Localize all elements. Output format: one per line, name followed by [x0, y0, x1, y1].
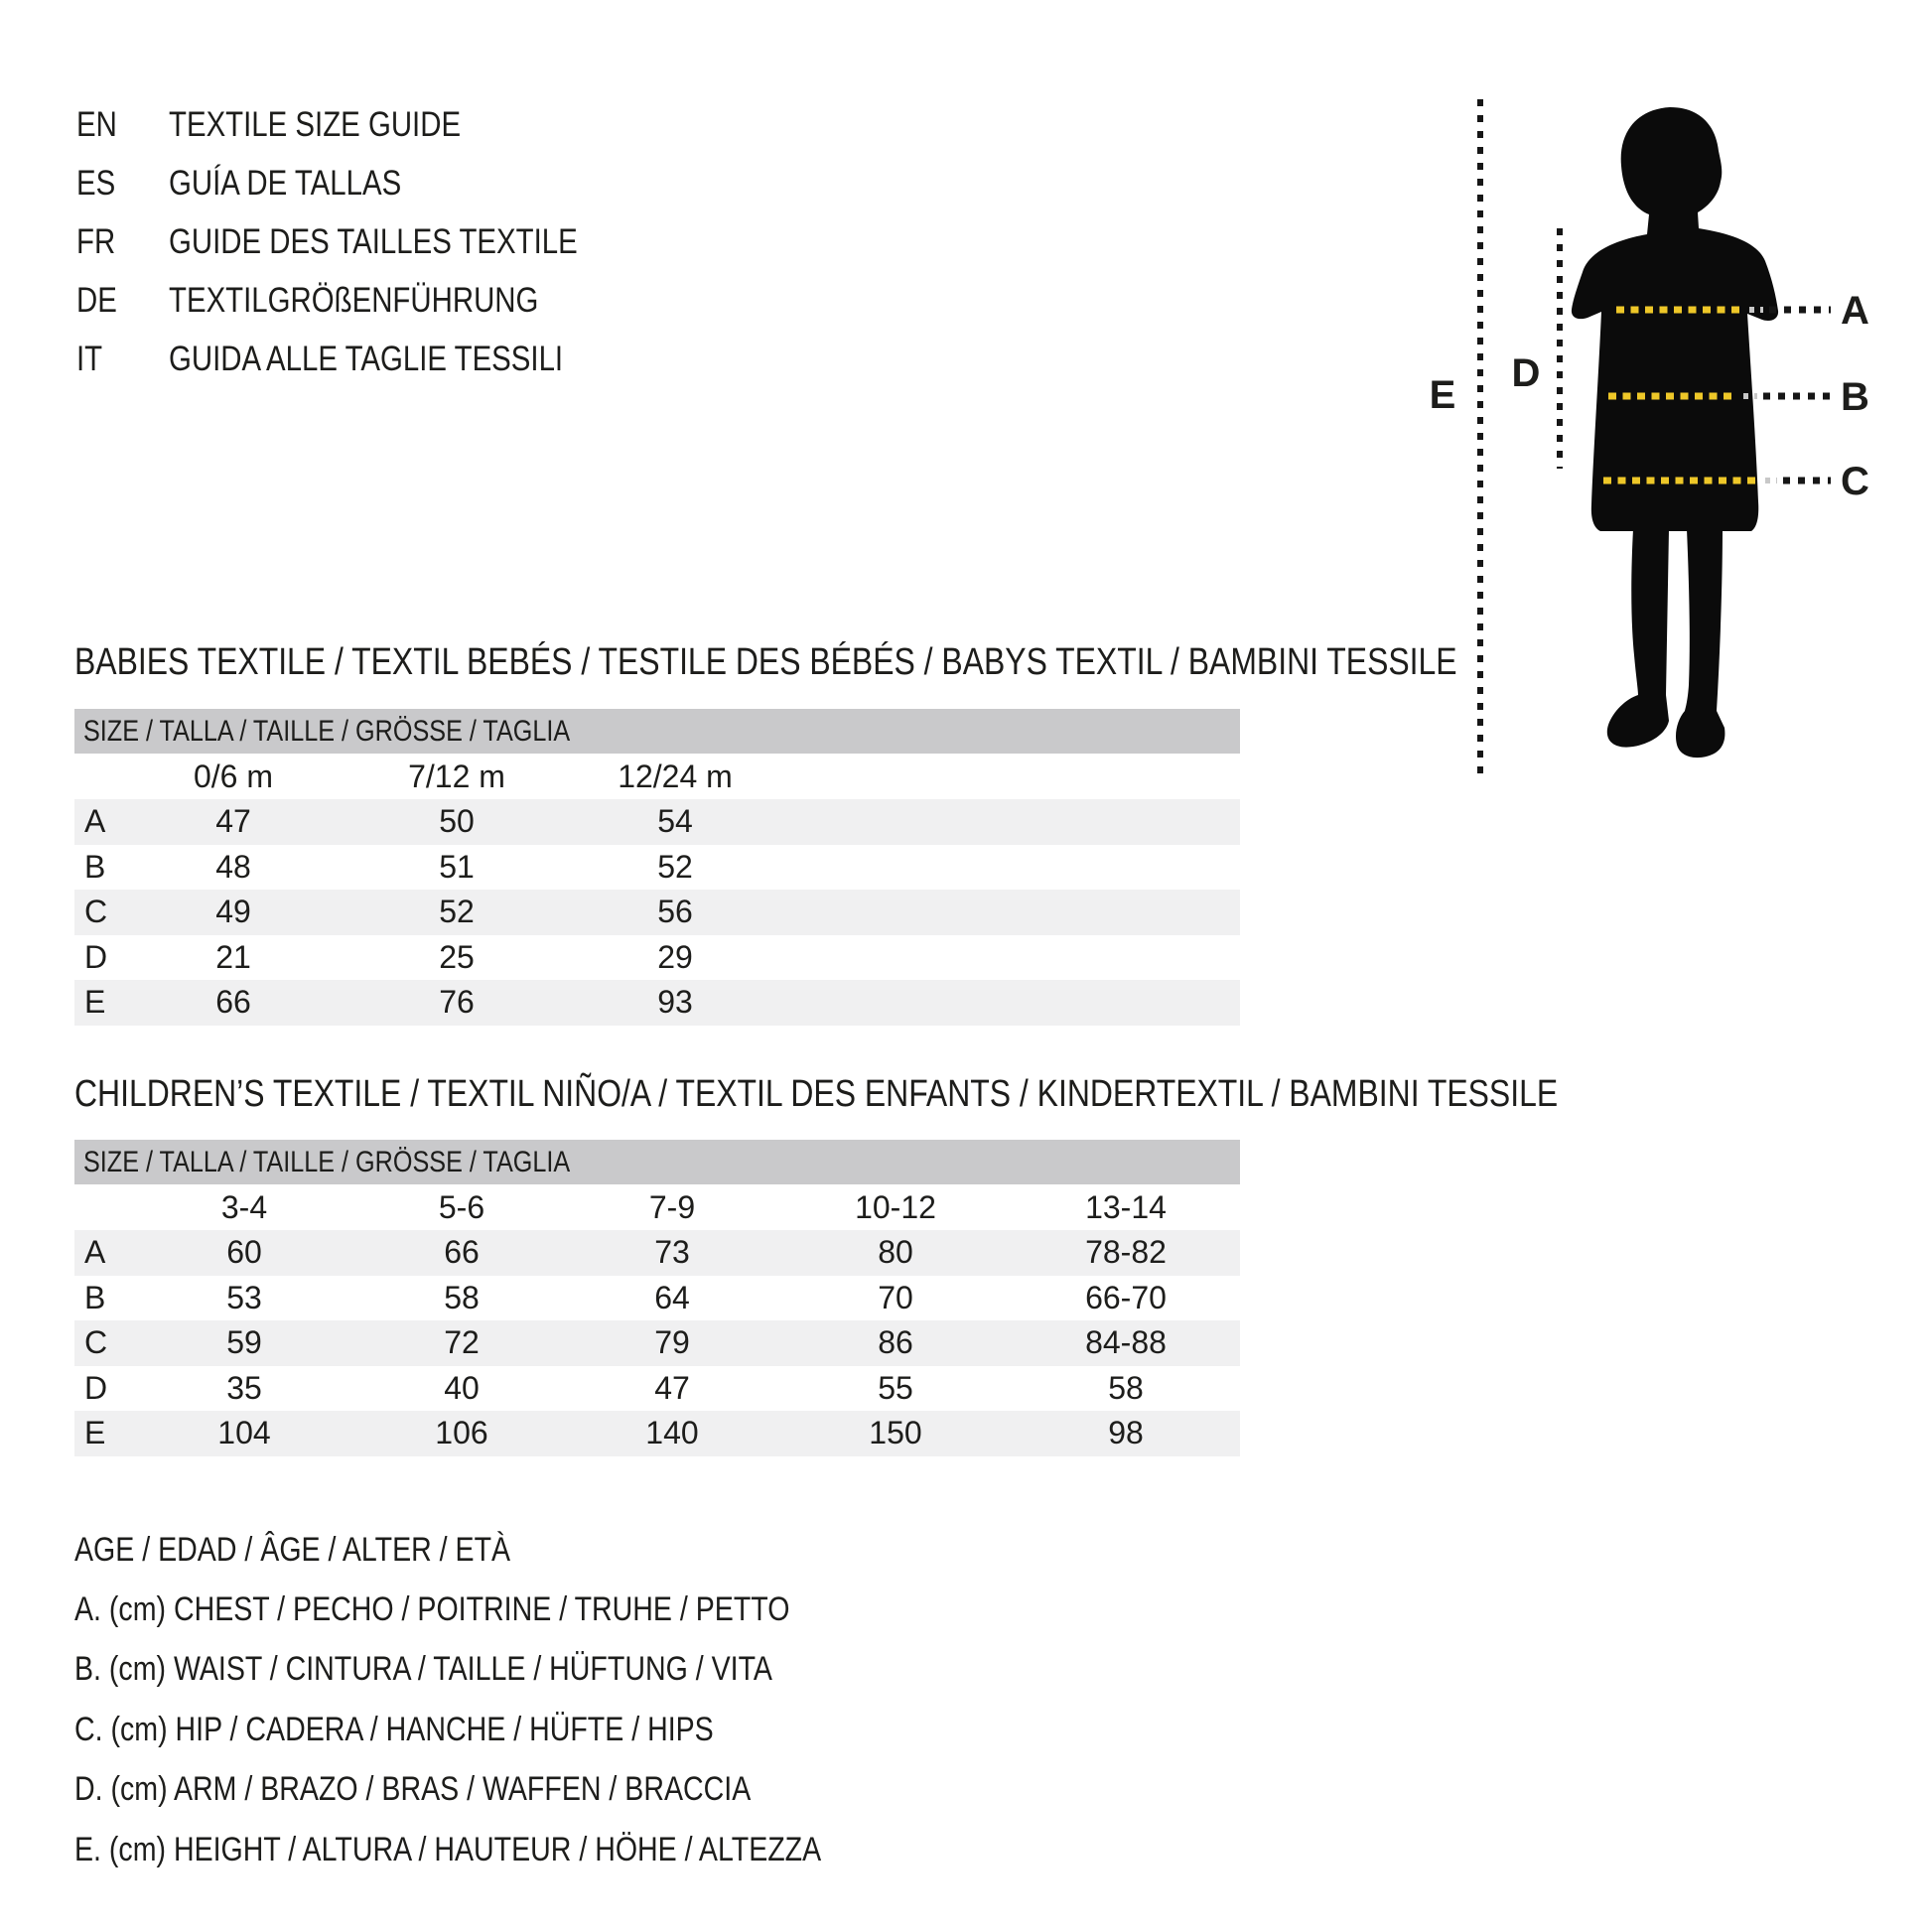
value-cell: 64	[654, 1279, 690, 1315]
language-code: DE	[76, 280, 117, 320]
column-header: 3-4	[220, 1188, 268, 1225]
language-title: TEXTILE SIZE GUIDE	[169, 104, 462, 144]
language-code: ES	[76, 163, 116, 203]
table-row	[74, 1366, 1240, 1412]
child-silhouette-left-leg	[1607, 529, 1669, 748]
language-title: TEXTILGRÖßENFÜHRUNG	[169, 280, 539, 320]
value-cell: 72	[444, 1324, 480, 1361]
value-cell: 35	[226, 1369, 262, 1406]
value-cell: 76	[439, 984, 475, 1021]
row-label: E	[84, 1415, 106, 1451]
value-cell: 66	[215, 984, 251, 1021]
legend-text: D. (cm) ARM / BRAZO / BRAS / WAFFEN / BRACCIA	[74, 1770, 752, 1809]
legend-line	[74, 1640, 963, 1700]
column-header: 5-6	[438, 1188, 485, 1225]
table-row	[74, 845, 1240, 891]
table-row	[74, 935, 1240, 981]
row-label: D	[84, 1369, 108, 1406]
row-label: B	[84, 848, 106, 885]
value-cell: 66-70	[1085, 1279, 1167, 1315]
table-column-header-row	[74, 754, 1240, 799]
measurement-legend	[74, 1520, 963, 1879]
legend-text: B. (cm) WAIST / CINTURA / TAILLE / HÜFTUNG / VITA	[74, 1650, 772, 1689]
children-size-header-text: SIZE / TALLA / TAILLE / GRÖSSE / TAGLIA	[83, 1145, 571, 1178]
row-label: C	[84, 894, 108, 930]
row-label: E	[84, 984, 106, 1021]
marker-label-c: C	[1841, 460, 1869, 503]
table-row	[74, 1411, 1240, 1456]
value-cell: 25	[439, 938, 475, 975]
column-header: 7/12 m	[408, 758, 505, 794]
language-title: GUIDA ALLE TAGLIE TESSILI	[169, 339, 564, 378]
language-title-block	[76, 95, 655, 388]
value-cell: 78-82	[1085, 1234, 1167, 1271]
table-row	[74, 890, 1240, 935]
value-cell: 140	[645, 1415, 699, 1451]
marker-label-d: D	[1511, 351, 1541, 395]
value-cell: 48	[215, 848, 251, 885]
value-cell: 40	[444, 1369, 480, 1406]
value-cell: 93	[657, 984, 693, 1021]
value-cell: 56	[657, 894, 693, 930]
row-label: A	[84, 803, 106, 840]
legend-text: C. (cm) HIP / CADERA / HANCHE / HÜFTE / HIPS	[74, 1710, 714, 1748]
legend-line	[74, 1760, 963, 1820]
table-column-header-row	[74, 1184, 1240, 1230]
value-cell: 80	[878, 1234, 913, 1271]
child-silhouette-right-leg	[1676, 529, 1725, 758]
row-label: D	[84, 938, 108, 975]
legend-line	[74, 1520, 963, 1580]
value-cell: 150	[869, 1415, 922, 1451]
babies-size-header-text: SIZE / TALLA / TAILLE / GRÖSSE / TAGLIA	[83, 714, 571, 748]
language-row	[76, 271, 655, 330]
value-cell: 21	[215, 938, 251, 975]
language-title: GUIDE DES TAILLES TEXTILE	[169, 221, 578, 261]
language-row	[76, 95, 655, 154]
language-row	[76, 154, 655, 212]
marker-label-e: E	[1429, 373, 1456, 417]
value-cell: 54	[657, 803, 693, 840]
column-header: 10-12	[855, 1188, 936, 1225]
language-code: IT	[76, 339, 103, 378]
value-cell: 51	[439, 848, 475, 885]
language-code: EN	[76, 104, 117, 144]
children-size-header-bar	[74, 1140, 1240, 1184]
value-cell: 79	[654, 1324, 690, 1361]
children-section-heading	[74, 1073, 1841, 1115]
value-cell: 84-88	[1085, 1324, 1167, 1361]
children-size-table	[74, 1140, 1240, 1456]
legend-text: E. (cm) HEIGHT / ALTURA / HAUTEUR / HÖHE / ALTEZZA	[74, 1830, 822, 1868]
row-label: B	[84, 1279, 106, 1315]
value-cell: 58	[1108, 1369, 1144, 1406]
table-row	[74, 1230, 1240, 1276]
marker-label-b: B	[1841, 375, 1869, 419]
value-cell: 29	[657, 938, 693, 975]
value-cell: 66	[444, 1234, 480, 1271]
value-cell: 47	[215, 803, 251, 840]
child-silhouette	[1572, 107, 1778, 758]
column-header: 13-14	[1085, 1188, 1167, 1225]
table-row	[74, 799, 1240, 845]
value-cell: 98	[1108, 1415, 1144, 1451]
legend-line	[74, 1820, 963, 1879]
column-header: 7-9	[648, 1188, 696, 1225]
value-cell: 58	[444, 1279, 480, 1315]
language-row	[76, 330, 655, 388]
value-cell: 60	[226, 1234, 262, 1271]
legend-text: A. (cm) CHEST / PECHO / POITRINE / TRUHE / PETTO	[74, 1590, 790, 1629]
language-row	[76, 212, 655, 271]
value-cell: 47	[654, 1369, 690, 1406]
value-cell: 52	[657, 848, 693, 885]
table-row	[74, 1276, 1240, 1321]
language-title: GUÍA DE TALLAS	[169, 163, 402, 203]
column-header: 12/24 m	[618, 758, 733, 794]
value-cell: 106	[435, 1415, 488, 1451]
children-section-heading-text: CHILDREN’S TEXTILE / TEXTIL NIÑO/A / TEXTIL DES ENFANTS / KINDERTEXTIL / BAMBINI TESSILE	[74, 1072, 1559, 1115]
value-cell: 50	[439, 803, 475, 840]
babies-section-heading-text: BABIES TEXTILE / TEXTIL BEBÉS / TESTILE DES BÉBÉS / BABYS TEXTIL / BAMBINI TESSILE	[74, 640, 1457, 683]
row-label: C	[84, 1324, 108, 1361]
legend-line	[74, 1580, 963, 1639]
table-row	[74, 980, 1240, 1026]
child-silhouette-body	[1572, 107, 1778, 531]
marker-label-a: A	[1841, 289, 1869, 333]
column-header: 0/6 m	[193, 758, 274, 794]
value-cell: 49	[215, 894, 251, 930]
row-label: A	[84, 1234, 106, 1271]
legend-line	[74, 1700, 963, 1759]
value-cell: 73	[654, 1234, 690, 1271]
value-cell: 70	[878, 1279, 913, 1315]
value-cell: 59	[226, 1324, 262, 1361]
value-cell: 55	[878, 1369, 913, 1406]
value-cell: 52	[439, 894, 475, 930]
measurement-figure	[1410, 60, 1932, 814]
language-code: FR	[76, 221, 116, 261]
legend-text: AGE / EDAD / ÂGE / ALTER / ETÀ	[74, 1530, 511, 1569]
babies-size-header-bar	[74, 709, 1240, 754]
value-cell: 104	[217, 1415, 271, 1451]
table-row	[74, 1320, 1240, 1366]
value-cell: 86	[878, 1324, 913, 1361]
babies-size-table	[74, 709, 1240, 1026]
value-cell: 53	[226, 1279, 262, 1315]
